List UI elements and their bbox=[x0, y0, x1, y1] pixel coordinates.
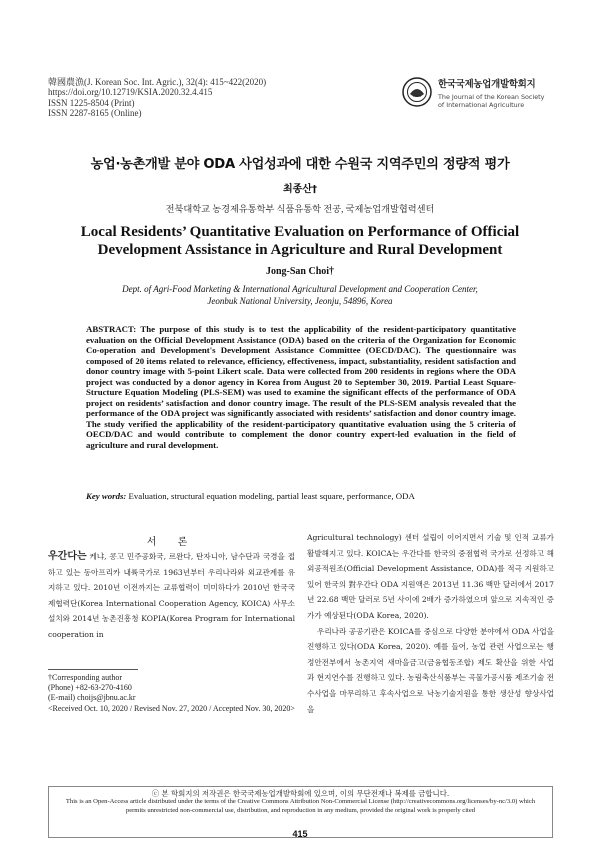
section-heading-introduction: 서 론 bbox=[146, 537, 197, 548]
right-paragraph-1: Agricultural technology) 센터 설립이 이어지면서 기술 및 인적 교류가 활발해지고 있다. KOICA는 우간다를 한국의 중점협력 국가로 선정하고 해외공적원조(Official Development Assistance, ODA)를 적극 지원하고 있어 한국의 對우간다 ODA 지원액은 2013년 11.36 백만 달러에서 2017년 22.68 백만 달러로 5년 사이에 2배가 증가하였으며 앞으로 지속적인 증가가 예상된다(ODA Korea, 2020). bbox=[307, 533, 554, 620]
footnote-email[interactable]: (E-mail) choijs@jbnu.ac.kr bbox=[48, 693, 136, 703]
footnote-phone: (Phone) +82-63-270-4160 bbox=[48, 683, 132, 693]
english-author: Jong-San Choi† bbox=[265, 266, 335, 277]
journal-citation: 韓國農漁(J. Korean Soc. Int. Agric.), 32(4): 415~422(2020) bbox=[48, 77, 267, 87]
english-affiliation bbox=[0, 283, 600, 307]
keywords-list: Evaluation, structural equation modeling, partial least square, performance, ODA bbox=[128, 491, 415, 501]
right-column bbox=[307, 530, 554, 717]
english-title-line-1: Local Residents’ Quantitative Evaluation on Performance of Official bbox=[80, 224, 520, 240]
lead-word: 우간다는 bbox=[48, 551, 87, 562]
english-affiliation-line-1: Dept. of Agri-Food Marketing & International Agricultural Development and Cooperation Center, bbox=[122, 284, 478, 294]
keywords-label: Key words: bbox=[86, 491, 127, 501]
issn-online: ISSN 2287-8165 (Online) bbox=[48, 108, 142, 119]
footnote-dates: <Received Oct. 10, 2020 / Revised Nov. 27, 2020 / Accepted Nov. 30, 2020> bbox=[48, 703, 295, 713]
footnote bbox=[48, 673, 298, 714]
left-paragraph-1: 케냐, 콩고 민주공화국, 르완다, 탄자니아, 남수단과 국경을 접하고 있는 동아프리카 내륙국가로 1963년부터 우리나라와 외교관계를 유지하고 있다. 2010년 이전까지는 교류협력이 미미하다가 2010년 한국국제협력단(Korea International Cooperation Agency, KOICA) 사무소 설치와 2014년 농촌진흥청 KOPIA(Korea Program for International cooperation in bbox=[48, 552, 295, 639]
footnote-corresponding: †Corresponding author bbox=[48, 673, 122, 682]
issn-print: ISSN 1225-8504 (Print) bbox=[48, 97, 135, 108]
society-branding bbox=[438, 76, 570, 109]
left-column bbox=[48, 549, 295, 643]
korean-author: 최종산† bbox=[283, 184, 317, 195]
abstract: ABSTRACT: The purpose of this study is to test the applicability of the resident-participatory quantitative evaluation on the Official Development Assistance (ODA) based on the criteria of the Organization for Economic Co-operation and Development's Development Assistance Committee (OECD/DAC). The questionnaire was composed of 20 items related to relevance, efficiency, effectiveness, impact, substantiality, resident satisfaction and donor country image with 5-point Likert scale. Data were collected from 200 residents in regions where the ODA project was conducted by a donor agency in Korea from August 20 to September 30, 2019. Partial Least Square-Structure Equation Modeling (PLS-SEM) was used to examine the significant effects of the performance of ODA project on residents’ satisfaction and donor country image. The result of the PLS-SEM analysis revealed that the performance of the ODA project was significantly associated with residents’ satisfaction and donor country image. The study verified the applicability of the resident-participatory quantitative evaluation using the 5 criteria of OECD/DAC and would contribute to complement the donor country expert-led evaluation in the field of agriculture and rural development. bbox=[86, 324, 516, 451]
journal-header bbox=[48, 77, 266, 119]
doi-link[interactable]: https://doi.org/10.12719/KSIA.2020.32.4.415 bbox=[48, 87, 213, 98]
korean-title: 농업·농촌개발 분야 ODA 사업성과에 대한 수원국 지역주민의 정량적 평가 bbox=[90, 157, 510, 172]
cc-license-line-1: This is an Open-Access article distributed under the terms of the Creative Commons Attribution Non-Commercial License (http://creativecommons.org/licenses/by-nc/3.0) which bbox=[65, 798, 536, 806]
society-name-en-1: The Journal of the Korean Society bbox=[438, 93, 545, 101]
english-title bbox=[0, 223, 600, 259]
keywords bbox=[86, 491, 516, 502]
footnote-divider bbox=[48, 669, 138, 670]
cc-license-line-2: permits unrestricted non-commercial use, distribution, and reproduction in any medium, provided the original work is properly cited bbox=[125, 806, 476, 814]
right-paragraph-2: 우리나라 공공기관은 KOICA를 중심으로 다양한 분야에서 ODA 사업을 진행하고 있다(ODA Korea, 2020). 예를 들어, 농업 관련 사업으로는 행정안전부에서 농촌지역 새마을금고(금융협동조합) 제도 확산을 위한 사업과 현지연수를 진행하고 있다. 농림축산식품부는 곡물가공시품 제조기술 전수사업을 마무리하고 후속사업으로 낙농기술지원을 통한 생산성 향상사업을 bbox=[307, 626, 554, 714]
page-number: 415 bbox=[292, 829, 308, 839]
copyright-notice: ⓒ 본 학회지의 저작권은 한국국제농업개발학회에 있으며, 이의 무단전재나 복제를 금합니다. bbox=[151, 789, 450, 798]
society-name-ko: 한국국제농업개발학회지 bbox=[438, 79, 536, 90]
society-logo-icon bbox=[402, 77, 432, 107]
english-title-line-2: Development Assistance in Agriculture and Rural Development bbox=[97, 242, 503, 258]
korean-affiliation: 전북대학교 농경제유통학부 식품유통학 전공, 국제농업개발협력센터 bbox=[165, 204, 435, 214]
english-affiliation-line-2: Jeonbuk National University, Jeonju, 54896, Korea bbox=[207, 296, 393, 306]
society-name-en-2: of International Agriculture bbox=[438, 101, 525, 109]
